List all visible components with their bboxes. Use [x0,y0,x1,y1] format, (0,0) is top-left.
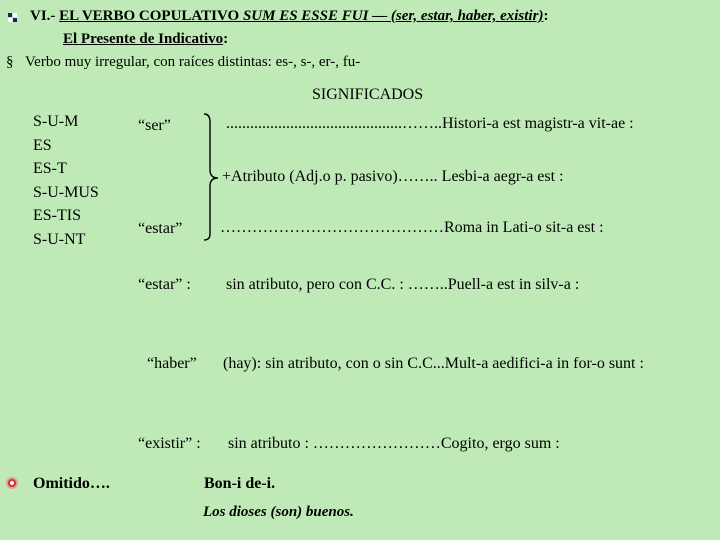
conjugation-item: S-U-M [33,113,79,130]
estar-text: ……………………………………Roma in Lati-o sit-a est : [220,219,604,236]
omitido-label: Omitido…. [33,475,110,492]
header-prefix: VI.- [30,8,60,24]
note-bullet: § [6,54,14,70]
haber-text: (hay): sin atributo, con o sin C.C...Mult-a aedifici-a in for-o sunt : [223,355,644,372]
ser-text: ............................................……..Histori-a est magistr-a vit-ae : [226,115,634,132]
haber-label: “haber” [147,355,197,372]
conjugation-list [33,110,99,252]
significados-heading: SIGNIFICADOS [312,86,424,103]
estar2-label: “estar” : [138,276,191,293]
header-title [30,8,548,25]
estar2-text: sin atributo, pero con C.C. : ……..Puell-a est in silv-a : [226,276,580,293]
conjugation-item: ES [33,136,52,154]
checkbox-bullet-icon [8,13,18,23]
header-colon: : [543,8,549,24]
header-meaning: (ser, estar, haber, existir) [390,8,544,24]
conjugation-item: S-U-MUS [33,183,99,201]
header-dash: –– [368,8,391,24]
note-text: Verbo muy irregular, con raíces distintas: es-, s-, er-, fu- [25,54,361,70]
existir-text: sin atributo : ……………………Cogito, ergo sum : [228,435,560,452]
subtitle-text: El Presente de Indicativo [63,31,224,47]
conjugation-item: ES-TIS [33,207,81,225]
atributo-text: +Atributo (Adj.o p. pasivo)…….. Lesbi-a aegr-a est : [222,168,564,185]
ser-label: “ser” [138,117,171,134]
subtitle-colon: : [223,31,229,47]
grouping-brace [200,112,222,242]
header-subtitle [63,31,228,48]
header-main: EL VERBO COPULATIVO [59,8,243,24]
conjugation-item: ES-T [33,160,67,178]
existir-label: “existir” : [138,435,201,452]
estar-label: “estar” [138,220,183,237]
omitido-example: Bon-i de-i. [204,475,276,492]
omitido-translation: Los dioses (son) buenos. [203,504,354,520]
header-sum: SUM ES ESSE FUI [242,8,369,24]
conjugation-item: S-U-NT [33,230,86,248]
flower-bullet-icon [6,477,18,489]
